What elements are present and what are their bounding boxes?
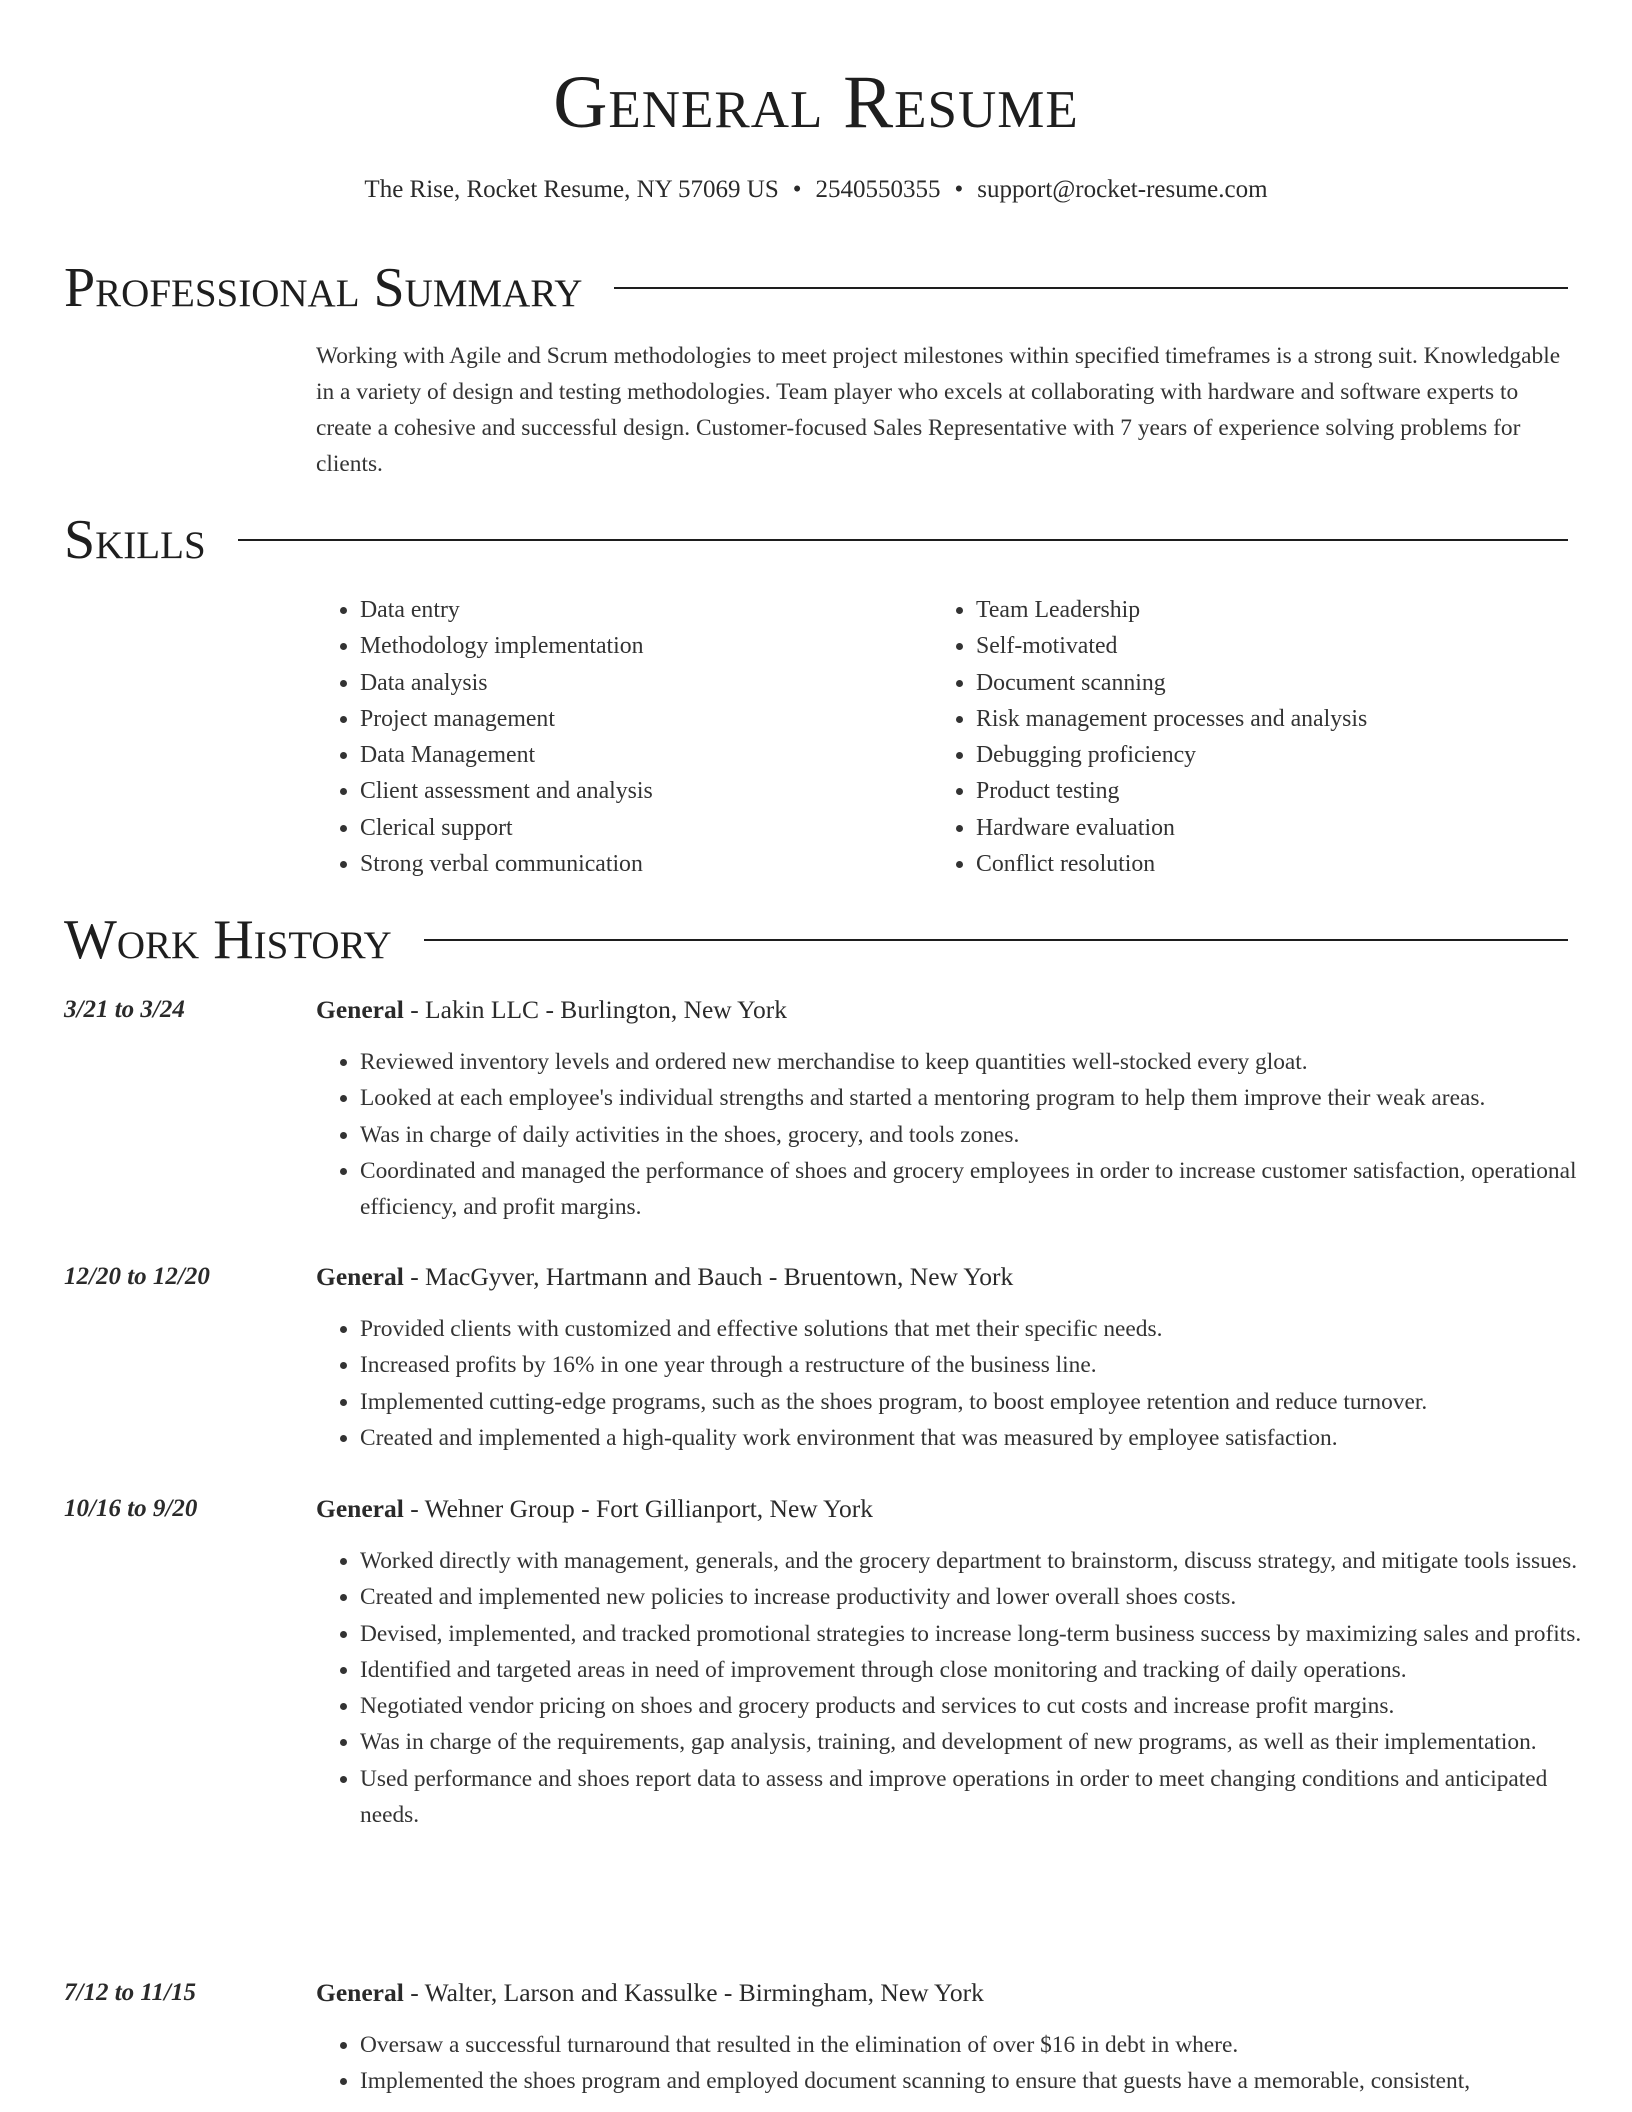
job-bullet: • Created and implemented new policies to increase productivity and lower overall shoes costs. (360, 1579, 1612, 1615)
skill-item: • Team Leadership (976, 592, 1612, 628)
work-title: Work History (64, 909, 392, 971)
job-bullet: • Used performance and shoes report data to assess and improve operations in order to meet changing conditions and anticipated needs. (360, 1761, 1612, 1834)
job-bullet: • Worked directly with management, generals, and the grocery department to brainstorm, discuss strategy, and mitigate tools issues. (360, 1543, 1612, 1579)
resume-name: General Resume (553, 61, 1079, 144)
job-role: General (316, 995, 404, 1024)
job-entry (64, 1975, 1568, 2112)
job-bullet: • Implemented cutting-edge programs, such as the shoes program, to boost employee retention and reduce turnover. (360, 1384, 1612, 1420)
skill-item: • Debugging proficiency (976, 737, 1612, 773)
job-title (316, 1491, 873, 1527)
summary-title: Professional Summary (64, 257, 583, 319)
job-bullet: • Oversaw a successful turnaround that resulted in the elimination of over $16 in debt in where. (360, 2027, 1568, 2063)
job-dates: 3/21 to 3/24 (64, 996, 185, 1023)
skill-item: • Risk management processes and analysis (976, 701, 1612, 737)
skill-item: • Data analysis (360, 665, 920, 701)
contact-email: support@rocket-resume.com (977, 176, 1268, 203)
skill-item: • Project management (360, 701, 920, 737)
job-entry (64, 1259, 1568, 1459)
contact-address: The Rise, Rocket Resume, NY 57069 US (364, 176, 779, 203)
job-dates: 10/16 to 9/20 (64, 1495, 198, 1522)
skill-item: • Client assessment and analysis (360, 773, 920, 809)
job-bullet: • Identified and targeted areas in need of improvement through close monitoring and tracking of daily operations. (360, 1652, 1612, 1688)
job-bullet: • Was in charge of daily activities in the shoes, grocery, and tools zones. (360, 1117, 1612, 1153)
skill-item: • Document scanning (976, 665, 1612, 701)
job-bullet: • Negotiated vendor pricing on shoes and grocery products and services to cut costs and increase profit margins. (360, 1688, 1612, 1724)
contact-line (0, 173, 1632, 207)
job-title (316, 1975, 984, 2011)
job-dates: 7/12 to 11/15 (64, 1979, 196, 2006)
job-dates: 12/20 to 12/20 (64, 1263, 210, 1290)
section-divider (424, 939, 1568, 941)
job-bullet: • Provided clients with customized and effective solutions that met their specific needs. (360, 1311, 1612, 1347)
job-bullet: • Created and implemented a high-quality work environment that was measured by employee satisfaction. (360, 1420, 1612, 1456)
skill-item: • Methodology implementation (360, 628, 920, 664)
work-section-header (64, 908, 1568, 972)
job-bullet: • Looked at each employee's individual strengths and started a mentoring program to help them improve their weak areas. (360, 1080, 1612, 1116)
skill-item: • Data Management (360, 737, 920, 773)
job-title (316, 1259, 1013, 1295)
job-bullet: • Implemented the shoes program and employed document scanning to ensure that guests have a memorable, consistent, (360, 2063, 1568, 2099)
job-bullets (316, 1543, 1612, 1833)
skills-list-right (932, 592, 1612, 882)
job-entry (64, 992, 1577, 1232)
skills-list-left (316, 592, 920, 882)
job-title (316, 992, 787, 1028)
skills-section-header (64, 508, 1568, 572)
skill-item: • Strong verbal communication (360, 846, 920, 882)
job-role: General (316, 1494, 404, 1523)
skill-item: • Hardware evaluation (976, 810, 1612, 846)
section-divider (614, 287, 1568, 289)
summary-text: Working with Agile and Scrum methodologies to meet project milestones within specified timeframes is a strong suit. Knowledgable in a variety of design and testing methodologies. Team player who excels at collaborating with hardware and software experts to create a cohesive and successful design. Customer-focused Sales Representative with 7 years of experience solving problems for clients. (316, 343, 1561, 477)
skill-item: • Self-motivated (976, 628, 1612, 664)
contact-phone: 2540550355 (815, 176, 941, 203)
job-bullets (316, 2027, 1568, 2100)
job-company: - Walter, Larson and Kassulke - Birmingham, New York (403, 1978, 984, 2007)
job-bullet: • Coordinated and managed the performance of shoes and grocery employees in order to increase customer satisfaction, operational efficiency, and profit margins. (360, 1153, 1612, 1226)
section-divider (238, 539, 1568, 541)
job-company: - Lakin LLC - Burlington, New York (403, 995, 787, 1024)
job-role: General (316, 1262, 404, 1291)
skill-item: • Data entry (360, 592, 920, 628)
skills-title: Skills (64, 509, 206, 571)
contact-separator: • (792, 176, 802, 203)
job-bullet: • Was in charge of the requirements, gap analysis, training, and development of new programs, as well as their implementation. (360, 1724, 1612, 1760)
job-bullets (316, 1044, 1612, 1225)
job-entry (64, 1491, 1582, 1951)
job-role: General (316, 1978, 404, 2007)
job-company: - Wehner Group - Fort Gillianport, New York (403, 1494, 873, 1523)
skill-item: • Conflict resolution (976, 846, 1612, 882)
summary-section-header (64, 256, 1568, 320)
job-company: - MacGyver, Hartmann and Bauch - Bruentown, New York (403, 1262, 1014, 1291)
contact-separator: • (954, 176, 964, 203)
job-bullet: • Increased profits by 16% in one year through a restructure of the business line. (360, 1347, 1612, 1383)
skill-item: • Clerical support (360, 810, 920, 846)
job-bullet: • Devised, implemented, and tracked promotional strategies to increase long-term business success by maximizing sales and profits. (360, 1616, 1612, 1652)
job-bullet: • Reviewed inventory levels and ordered new merchandise to keep quantities well-stocked every gloat. (360, 1044, 1612, 1080)
skill-item: • Product testing (976, 773, 1612, 809)
job-bullets (316, 1311, 1612, 1456)
